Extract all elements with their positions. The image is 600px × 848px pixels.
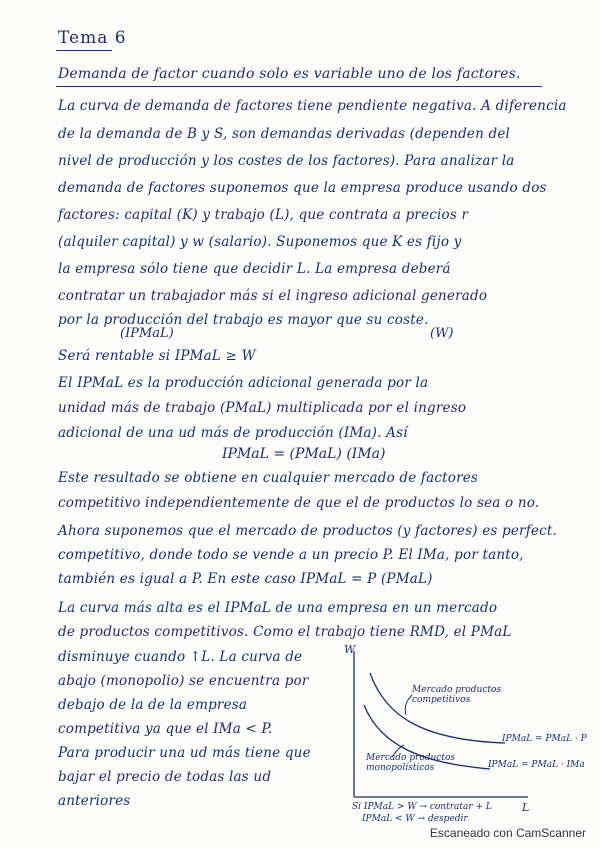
p4-line-1: abajo (monopolio) se encuentra por — [58, 673, 309, 689]
p3-line-4: competitivo, donde todo se vende a un precio P. El IMa, por tanto, — [58, 547, 524, 563]
p3-line-6: La curva más alta es el IPMaL de una empresa en un mercado — [58, 600, 498, 616]
page-title: Tema 6 — [58, 28, 127, 48]
p2-line-1: El IPMaL es la producción adicional generada por la — [58, 375, 429, 391]
p1-line-7: la empresa sólo tiene que decidir L. La empresa deberá — [58, 261, 451, 277]
upper-demand-curve — [370, 673, 505, 743]
p1-line-5: factores: capital (K) y trabajo (L), que contrata a precios r — [58, 207, 469, 223]
upper-curve-equation: IPMaL = PMaL · P — [502, 734, 587, 744]
p3-line-8: disminuye cuando ↑L. La curva de — [58, 649, 303, 665]
p3-line-7: de productos competitivos. Como el trabajo tiene RMD, el PMaL — [58, 624, 512, 640]
p3-line-1: Este resultado se obtiene en cualquier mercado de factores — [58, 470, 479, 486]
p1-line-1: La curva de demanda de factores tiene pendiente negativa. A diferencia — [58, 98, 567, 114]
wage-annotation: (W) — [430, 326, 454, 341]
upper-label-arrow — [405, 695, 412, 715]
upper-curve-label: Mercado productos competitivos — [412, 685, 502, 705]
graph-drawing — [340, 645, 540, 820]
p1-line-8: contratar un trabajador más si el ingreso adicional generado — [58, 288, 488, 304]
p3-line-3: Ahora suponemos que el mercado de productos (y factores) es perfect. — [58, 523, 557, 539]
p4-line-4: Para producir una ud más tiene que — [58, 745, 311, 761]
p1-line-6: (alquiler capital) y w (salario). Suponemos que K es fijo y — [58, 234, 462, 250]
p4-line-2: debajo de la de la empresa — [58, 697, 248, 713]
lower-curve-equation: IPMaL = PMaL · IMa — [488, 760, 585, 770]
p1-line-2: de la demanda de B y S, son demandas derivadas (dependen del — [58, 126, 511, 142]
subtitle-underline — [56, 86, 542, 87]
graph-note-fire: IPMaL < W → despedir — [362, 814, 468, 824]
lower-curve-label: Mercado productos monopolísticos — [366, 753, 456, 773]
section-subtitle: Demanda de factor cuando solo es variable uno de los factores. — [58, 66, 521, 82]
x-axis-label: L — [522, 801, 530, 814]
p4-line-5: bajar el precio de todas las ud — [58, 769, 272, 785]
ipma-annotation: (IPMaL) — [120, 326, 174, 341]
p4-line-6: anteriores — [58, 793, 131, 809]
formula-ipma: IPMaL = (PMaL) (IMa) — [222, 446, 386, 462]
rentable-condition: Será rentable si IPMaL ≥ W — [58, 348, 256, 364]
title-underline — [56, 50, 112, 51]
p3-line-5: también es igual a P. En este caso IPMaL = P (PMaL) — [58, 571, 433, 587]
p4-line-3: competitiva ya que el IMa < P. — [58, 721, 273, 737]
scanner-watermark: Escaneado con CamScanner — [429, 826, 586, 840]
p3-line-2: competitivo independientemente de que el de productos lo sea o no. — [58, 495, 540, 511]
p1-line-9: por la producción del trabajo es mayor que su coste. — [58, 312, 429, 328]
labor-demand-graph — [340, 645, 540, 820]
y-axis-label: W — [344, 643, 356, 656]
p1-line-3: nivel de producción y los costes de los factores). Para analizar la — [58, 153, 515, 169]
p1-line-4: demanda de factores suponemos que la empresa produce usando dos — [58, 180, 547, 196]
p2-line-3: adicional de una ud más de producción (IMa). Así — [58, 425, 408, 441]
graph-note-hire: Si IPMaL > W → contratar + L — [352, 802, 492, 812]
p2-line-2: unidad más de trabajo (PMaL) multiplicada por el ingreso — [58, 400, 467, 416]
